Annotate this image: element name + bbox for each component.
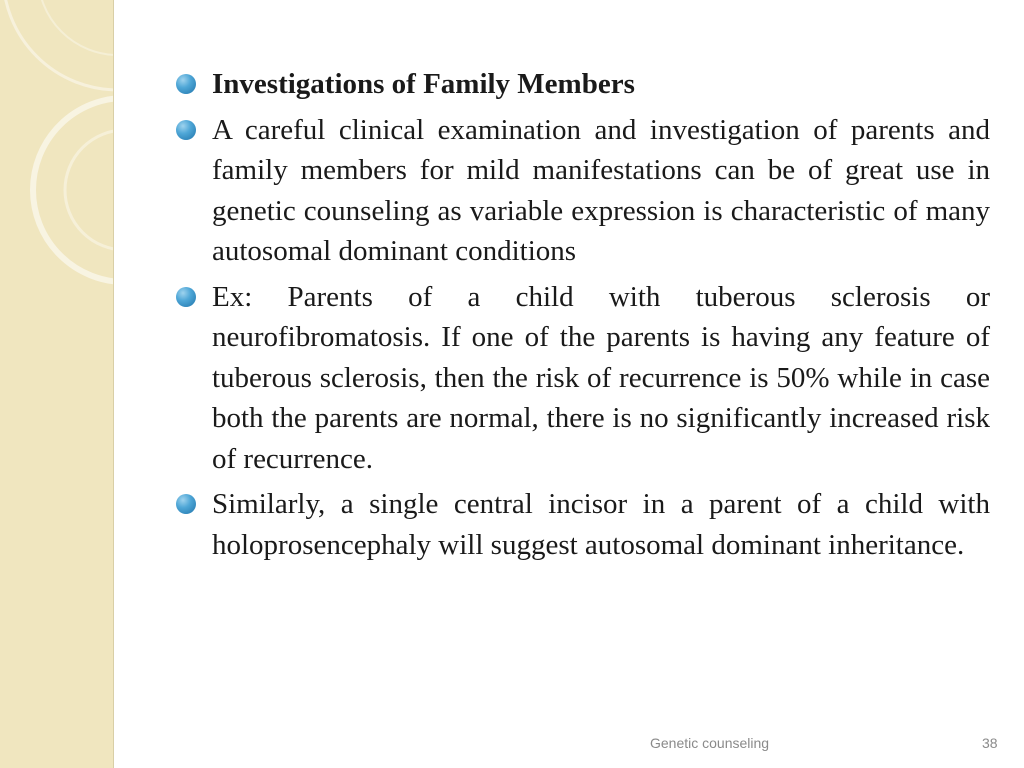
bullet-dot-icon bbox=[176, 120, 196, 140]
bullet-text: A careful clinical examination and investigation of parents and family members for mild manifestations can be of great use in genetic counseling as variable expression is characteristic of many autosomal dominant conditions bbox=[212, 113, 990, 267]
bullet-text: Investigations of Family Members bbox=[212, 68, 635, 100]
bullet-item bbox=[168, 277, 990, 480]
bullet-dot-icon bbox=[176, 74, 196, 94]
footer-label: Genetic counseling bbox=[650, 735, 770, 751]
bullet-text: Ex: Parents of a child with tuberous sclerosis or neurofibromatosis. If one of the parents is having any feature of tuberous sclerosis, then the risk of recurrence is 50% while in case both the parents are normal, there is no significantly increased risk of recurrence. bbox=[212, 280, 990, 475]
sidebar-circles-decoration bbox=[0, 0, 113, 768]
bullet-item bbox=[168, 484, 990, 565]
decorative-sidebar bbox=[0, 0, 114, 768]
bullet-text: Similarly, a single central incisor in a parent of a child with holoprosencephaly will suggest autosomal dominant inheritance. bbox=[212, 488, 990, 561]
bullet-dot-icon bbox=[176, 287, 196, 307]
page-number: 38 bbox=[982, 735, 998, 751]
bullet-item bbox=[168, 64, 990, 105]
slide-content bbox=[168, 64, 990, 570]
bullet-item bbox=[168, 110, 990, 272]
bullet-dot-icon bbox=[176, 494, 196, 514]
